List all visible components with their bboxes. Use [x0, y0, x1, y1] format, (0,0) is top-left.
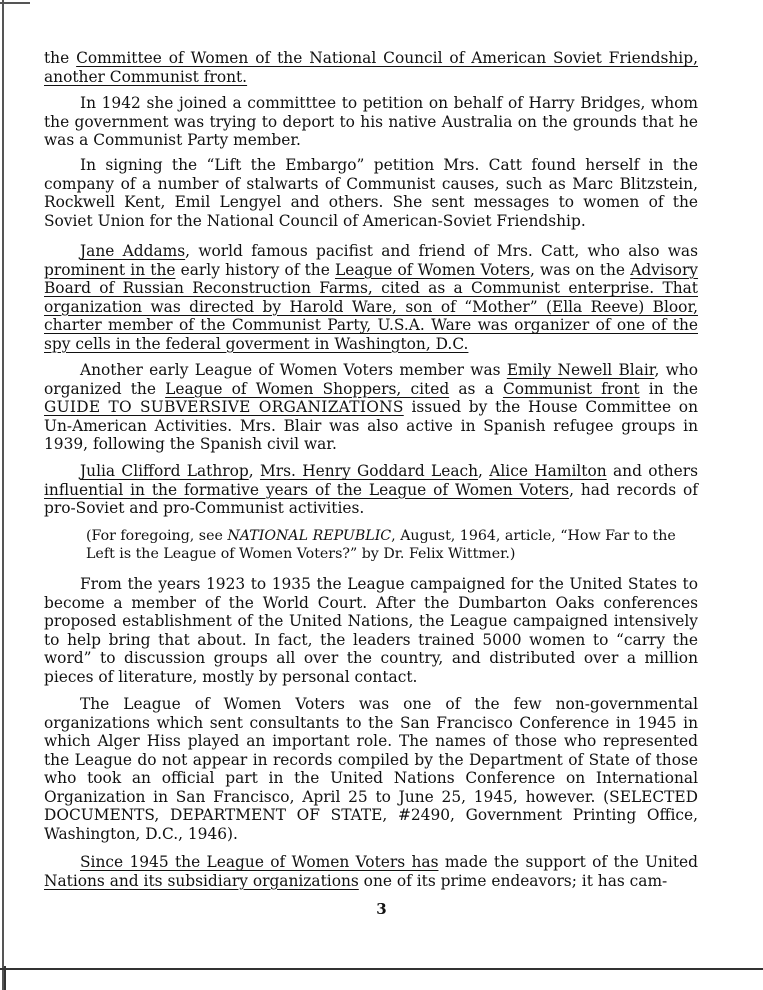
- paragraph-8: The League of Women Voters was one of the few non-governmental organizations which sent consultants to the San Francisco Conference in 1945 in which Alger Hiss played an important role. The names of those who represented the League do not appear in records compiled by the Department of State of those who took an official part in the United Nations Conference on International Organization in San Francisco, April 25 to June 25, 1945, however. (SELECTED DOCUMENTS, DEPARTMENT OF STATE, #2490, Government Printing Office, Washington, D.C., 1946).: [44, 695, 698, 843]
- citation-note: (For foregoing, see NATIONAL REPUBLIC, August, 1964, article, “How Far to the Left is the League of Women Voters?” by Dr. Felix Wittmer.): [86, 528, 676, 562]
- bottom-divider: [0, 968, 763, 970]
- scan-left-edge: [2, 0, 4, 990]
- paragraph-3: In signing the “Lift the Embargo” petition Mrs. Catt found herself in the company of a number of stalwarts of Communist causes, such as Marc Blitzstein, Rockwell Kent, Emil Lengyel and others. She sent messages to women of the Soviet Union for the National Council of American-Soviet Friendship.: [44, 156, 698, 230]
- paragraph-1: the Committee of Women of the National Council of American Soviet Friendship, another Communist front.: [44, 49, 698, 86]
- page-number: 3: [376, 900, 387, 918]
- paragraph-4: Jane Addams, world famous pacifist and friend of Mrs. Catt, who also was prominent in the early history of the League of Women Voters, was on the Advisory Board of Russian Reconstruction Farms, cited as a Communist enterprise. That organization was directed by Harold Ware, son of “Mother” (Ella Reeve) Bloor, charter member of the Communist Party, U.S.A. Ware was organizer of one of the spy cells in the federal goverment in Washington, D.C.: [44, 242, 699, 353]
- scan-bottom-edge: [4, 966, 6, 990]
- paragraph-9: Since 1945 the League of Women Voters has made the support of the United Nations and its subsidiary organizations one of its prime endeavors; it has cam-: [44, 853, 698, 890]
- paragraph-7: From the years 1923 to 1935 the League campaigned for the United States to become a member of the World Court. After the Dumbarton Oaks conferences proposed establishment of the United Nations, the League campaigned intensively to help bring that about. In fact, the leaders trained 5000 women to “carry the word” to discussion groups all over the country, and distributed over a million pieces of literature, mostly by personal contact.: [44, 575, 698, 686]
- paragraph-2: In 1942 she joined a committtee to petition on behalf of Harry Bridges, whom the government was trying to deport to his native Australia on the grounds that he was a Communist Party member.: [44, 94, 698, 149]
- body-text: [44, 49, 698, 86]
- scan-top-edge: [0, 2, 30, 4]
- paragraph-5: Another early League of Women Voters member was Emily Newell Blair, who organized the League of Women Shoppers, cited as a Communist front in the GUIDE TO SUBVERSIVE ORGANIZATIONS issued by the House Committee on Un-American Activities. Mrs. Blair was also active in Spanish refugee groups in 1939, following the Spanish civil war.: [44, 361, 699, 453]
- paragraph-6: Julia Clifford Lathrop, Mrs. Henry Goddard Leach, Alice Hamilton and others influential in the formative years of the League of Women Voters, had records of pro-Soviet and pro-Communist activities.: [44, 462, 698, 517]
